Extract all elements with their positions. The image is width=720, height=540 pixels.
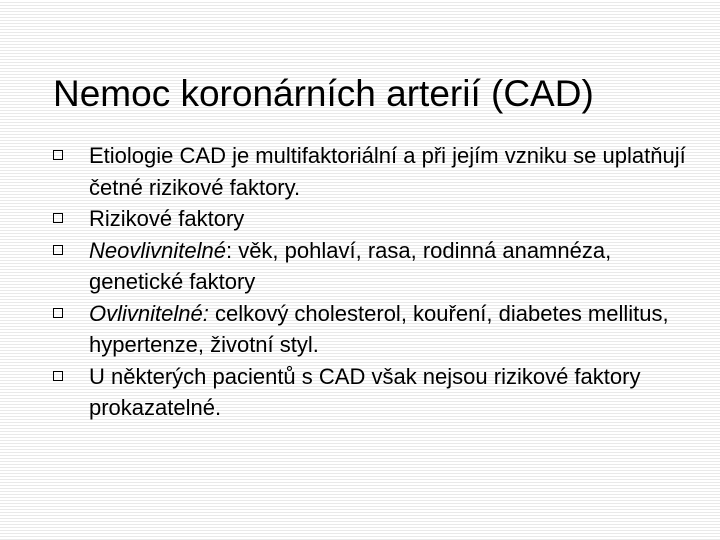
bullet-item [52,235,692,298]
square-bullet-icon [53,371,63,381]
bullet-item [52,361,692,424]
bullet-text: celkový cholesterol, kouření, diabetes mellitus, hypertenze, životní styl. [89,300,669,357]
bullet-item [52,140,692,203]
bullet-text: : věk, pohlaví, rasa, rodinná anamnéza, genetické faktory [89,237,612,294]
bullet-list [52,140,692,424]
square-bullet-icon [53,245,63,255]
square-bullet-icon [53,213,63,223]
bullet-item [52,203,692,235]
square-bullet-icon [53,308,63,318]
bullet-lead: Neovlivnitelné [89,237,226,263]
bullet-text: Etiologie CAD je multifaktoriální a při jejím vzniku se uplatňují četné rizikové faktory. [89,143,686,200]
bullet-item [52,298,692,361]
slide-title: Nemoc koronárních arterií (CAD) [53,73,594,114]
bullet-lead: Ovlivnitelné: [89,300,209,326]
bullet-text: U některých pacientů s CAD však nejsou rizikové faktory prokazatelné. [89,363,641,420]
square-bullet-icon [53,150,63,160]
bullet-text: Rizikové faktory [89,206,245,231]
